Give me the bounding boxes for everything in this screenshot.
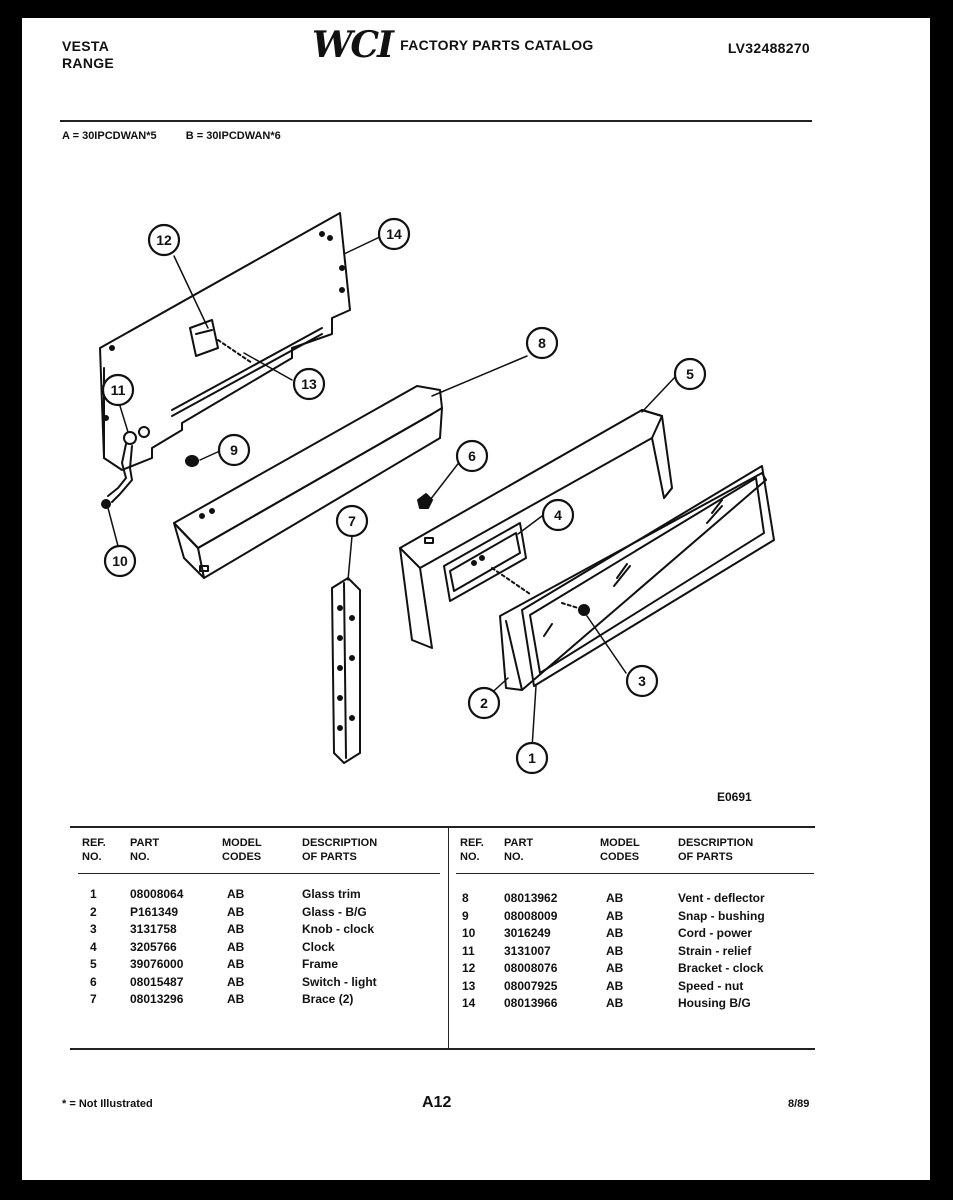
callout-label-6: 6 xyxy=(468,448,476,464)
description-cell: Speed - nut xyxy=(678,978,744,993)
description-cell: Snap - bushing xyxy=(678,908,765,923)
part-number-cell: 08015487 xyxy=(130,974,184,989)
part-clock-knob xyxy=(562,603,589,615)
table-top-rule xyxy=(70,826,815,828)
header-ref: REF. NO. xyxy=(82,837,106,863)
ref-cell: 9 xyxy=(462,908,469,923)
ref-cell: 10 xyxy=(462,926,476,940)
catalog-title: FACTORY PARTS CATALOG xyxy=(400,37,594,53)
description-cell: Knob - clock xyxy=(302,922,375,936)
model-codes-cell: AB xyxy=(606,996,624,1010)
catalog-date: 8/89 xyxy=(788,1098,810,1110)
callout-label-8: 8 xyxy=(538,335,546,351)
ref-cell: 8 xyxy=(462,891,469,905)
ref-cell: 5 xyxy=(90,957,97,971)
model-codes-cell: AB xyxy=(227,939,245,954)
catalog-number: LV32488270 xyxy=(727,40,810,56)
ref-cell: 7 xyxy=(90,992,97,1006)
ref-cell: 1 xyxy=(90,887,97,901)
callout-label-14: 14 xyxy=(386,226,402,242)
callout-label-13: 13 xyxy=(301,376,317,392)
part-cord xyxy=(102,427,149,508)
header-underline-left xyxy=(78,873,440,874)
header-underline-right xyxy=(456,873,814,874)
ref-cell: 11 xyxy=(462,943,475,958)
part-number-cell: 08013962 xyxy=(504,891,558,905)
part-number-cell: 08013296 xyxy=(130,992,184,1006)
model-codes-cell: AB xyxy=(606,961,624,975)
callout-label-9: 9 xyxy=(230,442,238,458)
ref-cell: 14 xyxy=(462,996,476,1010)
model-a: A = 30IPCDWAN*5 xyxy=(62,130,157,142)
part-glass-trim xyxy=(522,466,774,686)
callout-label-7: 7 xyxy=(348,513,356,529)
model-codes-cell: AB xyxy=(227,992,245,1006)
ref-cell: 12 xyxy=(462,961,476,975)
table-row xyxy=(22,995,922,1012)
description-cell: Brace (2) xyxy=(302,992,354,1006)
model-codes-cell: AB xyxy=(227,887,245,901)
part-snap-bushing xyxy=(186,456,198,466)
header-model: MODEL CODES xyxy=(222,837,262,863)
table-row xyxy=(22,925,922,942)
ref-cell: 2 xyxy=(90,904,97,919)
callouts xyxy=(103,219,705,773)
part-number-cell: 08008064 xyxy=(130,887,184,901)
header-description-right: DESCRIPTION OF PARTS xyxy=(678,837,754,863)
model-codes-cell: AB xyxy=(606,943,624,958)
wci-logo: WCI xyxy=(312,24,392,66)
part-number-cell: 3131758 xyxy=(130,922,177,936)
header-part: PART NO. xyxy=(130,837,160,863)
part-number-cell: 08008009 xyxy=(504,908,558,923)
model-b: B = 30IPCDWAN*6 xyxy=(185,130,281,142)
description-cell: Switch - light xyxy=(302,974,377,989)
table-row xyxy=(22,978,922,995)
catalog-page xyxy=(22,18,930,1180)
callout-label-4: 4 xyxy=(554,507,562,523)
callout-label-5: 5 xyxy=(686,366,694,382)
part-light-switch xyxy=(418,494,432,508)
table-row xyxy=(22,890,922,907)
part-number-cell: 08007925 xyxy=(504,978,558,993)
part-number-cell: 3131007 xyxy=(504,943,551,958)
ref-cell: 3 xyxy=(90,922,97,936)
table-row xyxy=(22,960,922,977)
brand-name: VESTA xyxy=(62,38,110,54)
description-cell: Frame xyxy=(302,957,339,971)
ref-cell: 6 xyxy=(90,974,97,989)
description-cell: Vent - deflector xyxy=(678,891,765,905)
ref-cell: 4 xyxy=(90,939,97,954)
model-codes-cell: AB xyxy=(606,908,624,923)
callout-label-10: 10 xyxy=(112,553,128,569)
description-cell: Glass trim xyxy=(302,887,361,901)
header-part-right: PART NO. xyxy=(504,837,534,863)
model-codes-cell: AB xyxy=(227,957,245,971)
part-clock-bracket xyxy=(190,320,252,363)
table-bottom-rule xyxy=(70,1048,815,1050)
model-codes-cell: AB xyxy=(227,922,245,936)
page-number: A12 xyxy=(422,1094,452,1111)
description-cell: Strain - relief xyxy=(678,943,752,958)
leader-lines xyxy=(108,234,676,748)
part-brace xyxy=(332,578,360,763)
part-number-cell: 39076000 xyxy=(130,957,184,971)
part-number-cell: 3016249 xyxy=(504,926,551,940)
callout-label-11: 11 xyxy=(110,382,126,398)
ref-cell: 13 xyxy=(462,978,476,993)
model-codes-cell: AB xyxy=(227,904,245,919)
callout-label-2: 2 xyxy=(480,695,488,711)
model-codes-cell: AB xyxy=(606,891,624,905)
description-cell: Bracket - clock xyxy=(678,961,764,975)
product-name: RANGE xyxy=(62,55,115,71)
table-row xyxy=(22,908,922,925)
callout-label-3: 3 xyxy=(638,673,646,689)
part-number-cell: 3205766 xyxy=(130,939,177,954)
header-description: DESCRIPTION OF PARTS xyxy=(302,837,378,863)
part-number-cell: 08013966 xyxy=(504,996,558,1010)
part-glass xyxy=(500,473,766,690)
footnote: * = Not Illustrated xyxy=(62,1098,153,1110)
header-model-right: MODEL CODES xyxy=(600,837,640,863)
exploded-parts-diagram xyxy=(22,18,930,818)
callout-label-12: 12 xyxy=(156,232,172,248)
description-cell: Clock xyxy=(302,939,335,954)
part-clock xyxy=(444,523,530,601)
part-number-cell: P161349 xyxy=(130,904,179,919)
part-number-cell: 08008076 xyxy=(504,961,558,975)
description-cell: Cord - power xyxy=(678,926,752,940)
table-row xyxy=(22,943,922,960)
model-codes-cell: AB xyxy=(606,978,624,993)
model-codes-cell: AB xyxy=(606,926,624,940)
part-housing xyxy=(100,213,350,470)
model-codes-cell: AB xyxy=(227,974,245,989)
description-cell: Housing B/G xyxy=(678,996,751,1010)
description-cell: Glass - B/G xyxy=(302,904,367,919)
diagram-code: E0691 xyxy=(717,790,752,804)
callout-label-1: 1 xyxy=(528,750,536,766)
header-ref-right: REF. NO. xyxy=(460,837,484,863)
